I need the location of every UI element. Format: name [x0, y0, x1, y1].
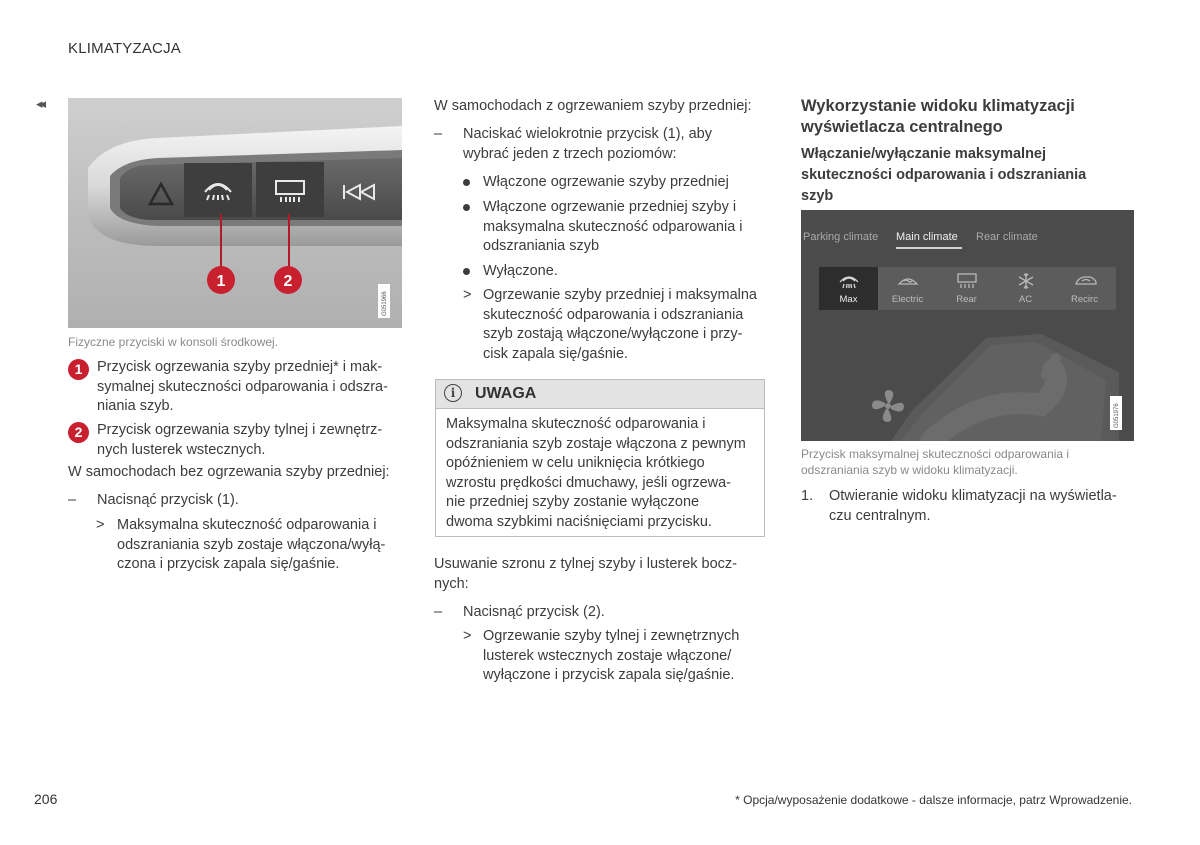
result-line: Ogrzewanie szyby przedniej i maksymalna [483, 287, 757, 303]
result-line: wyłączone i przycisk zapala się/gaśnie. [483, 667, 735, 683]
step [68, 491, 402, 511]
image-code: G051966 [382, 291, 388, 316]
step [434, 125, 766, 164]
bullet-item [463, 173, 766, 193]
paragraph-line: nych: [434, 575, 469, 592]
bullet-line: maksymalna skuteczność odparowania i [483, 218, 743, 235]
bullet-icon [463, 268, 470, 275]
info-icon: i [444, 384, 462, 402]
step-line: Otwieranie widoku klimatyzacji na wyświetla- [829, 488, 1117, 504]
button-label: Max [839, 294, 858, 305]
step-line: Naciskać wielokrotnie przycisk (1), aby [463, 126, 712, 142]
climate-screen-illustration [801, 210, 1134, 441]
footnote: * Opcja/wyposażenie dodatkowe - dalsze informacje, patrz Wprowadzenie. [735, 793, 1132, 807]
numbered-item-2 [68, 421, 402, 460]
heading-line: wyświetlacza centralnego [801, 118, 1003, 136]
item-line: nych lusterek wstecznych. [97, 441, 266, 458]
button-label: Rear [956, 294, 977, 305]
note-line: dwoma szybkimi naciśnięciami przycisku. [446, 513, 712, 530]
bullet-item [463, 262, 766, 282]
note-line: opóźnieniem w celu uniknięcia krótkiego [446, 455, 705, 471]
note-title: UWAGA [475, 385, 537, 402]
note-line: odszraniania szyb zostaje włączona z pewnym [446, 435, 746, 452]
result-line: lusterek wstecznych zostaje włączone/ [483, 647, 732, 664]
bullet-line: odszraniania szyb [483, 238, 600, 254]
item-line: Przycisk ogrzewania szyby przedniej* i mak- [97, 359, 383, 375]
tab-parking-climate[interactable]: Parking climate [803, 231, 879, 243]
callout-2: 2 [283, 273, 293, 290]
section-heading [801, 96, 1131, 138]
numbered-item-1 [68, 358, 402, 417]
step [434, 603, 766, 623]
bullet-line: Wyłączone. [483, 263, 558, 279]
paragraph [434, 555, 766, 594]
note-header [436, 380, 764, 409]
item-line: Przycisk ogrzewania szyby tylnej i zewnętrz- [97, 422, 383, 438]
previous-page-icon[interactable]: ◂◂ [36, 96, 44, 111]
heading-line: Wykorzystanie widoku klimatyzacji [801, 97, 1075, 115]
result-line: czona i przycisk zapala się/gaśnie. [117, 556, 340, 572]
dash-marker: – [434, 604, 443, 620]
step-result [463, 286, 766, 364]
result-line: Maksymalna skuteczność odparowania i [117, 517, 377, 533]
result-line: skuteczność odparowania i odszraniania [483, 306, 744, 323]
step-line: czu centralnym. [829, 507, 931, 524]
airflow-illustration [801, 210, 1134, 441]
page-number: 206 [34, 791, 58, 807]
callout-1: 1 [216, 273, 226, 290]
step-text: Nacisnąć przycisk (1). [97, 492, 239, 508]
note-line: Maksymalna skuteczność odparowania i [446, 416, 706, 432]
bullet-icon [463, 204, 470, 211]
bullet-icon [463, 179, 470, 186]
result-marker: > [96, 517, 105, 533]
step-number: 1. [801, 488, 814, 504]
step-result [463, 627, 766, 686]
image-code: G051976 [1114, 403, 1120, 428]
paragraph-line: Usuwanie szronu z tylnej szyby i lusterek bocz- [434, 556, 738, 572]
number-badge: 2 [68, 422, 89, 443]
dash-marker: – [68, 492, 77, 508]
result-line: odszraniania szyb zostaje włączona/wyłą- [117, 536, 386, 553]
tab-rear-climate[interactable]: Rear climate [976, 231, 1038, 243]
result-marker: > [463, 287, 472, 303]
caption-line: Przycisk maksymalnej skuteczności odparowania i [801, 447, 1070, 461]
heading-line: Włączanie/wyłączanie maksymalnej [801, 146, 1047, 162]
subsection-heading [801, 144, 1131, 207]
rear-defrost-physical-button [256, 162, 324, 217]
console-illustration [68, 98, 402, 328]
step-result [96, 516, 402, 575]
image-caption: Fizyczne przyciski w konsoli środkowej. [68, 335, 279, 349]
result-line: cisk zapala się/gaśnie. [483, 345, 629, 362]
caption-line: odszraniania szyb w widoku klimatyzacji. [801, 463, 1018, 477]
note-line: wzrostu prędkości dmuchawy, jeśli ogrzewa- [446, 474, 732, 491]
button-label: Electric [891, 294, 924, 305]
item-line: symalnej skuteczności odparowania i odszra- [97, 378, 388, 395]
note-box [435, 379, 765, 537]
fan-icon [872, 390, 904, 422]
result-line: szyb zostają włączone/wyłączone i przy- [483, 326, 743, 342]
tab-main-climate[interactable]: Main climate [896, 231, 958, 243]
numbered-step [801, 487, 1131, 526]
note-body [446, 415, 758, 532]
dash-marker: – [434, 126, 443, 142]
result-marker: > [463, 628, 472, 644]
heading-line: szyb [801, 188, 834, 204]
heading-line: skuteczności odparowania i odszraniania [801, 167, 1087, 183]
item-line: niania szyb. [97, 398, 174, 414]
number-badge: 1 [68, 359, 89, 380]
section-title: KLIMATYZACJA [68, 40, 181, 57]
console-buttons-photo [68, 98, 402, 328]
paragraph: W samochodach bez ogrzewania szyby przedniej: [68, 464, 390, 480]
bullet-line: Włączone ogrzewanie szyby przedniej [483, 174, 729, 190]
paragraph: W samochodach z ogrzewaniem szyby przedniej: [434, 98, 752, 114]
note-line: nie przedniej szyby zostanie wyłączone [446, 494, 700, 510]
button-label: AC [1018, 294, 1033, 305]
step-line: wybrać jeden z trzech poziomów: [463, 145, 677, 162]
bullet-line: Włączone ogrzewanie przedniej szyby i [483, 199, 737, 215]
result-line: Ogrzewanie szyby tylnej i zewnętrznych [483, 628, 740, 644]
front-defrost-physical-button [184, 163, 252, 217]
image-caption [801, 446, 1131, 478]
bullet-item [463, 198, 766, 257]
step-text: Nacisnąć przycisk (2). [463, 604, 605, 620]
button-label: Recirc [1071, 294, 1098, 305]
